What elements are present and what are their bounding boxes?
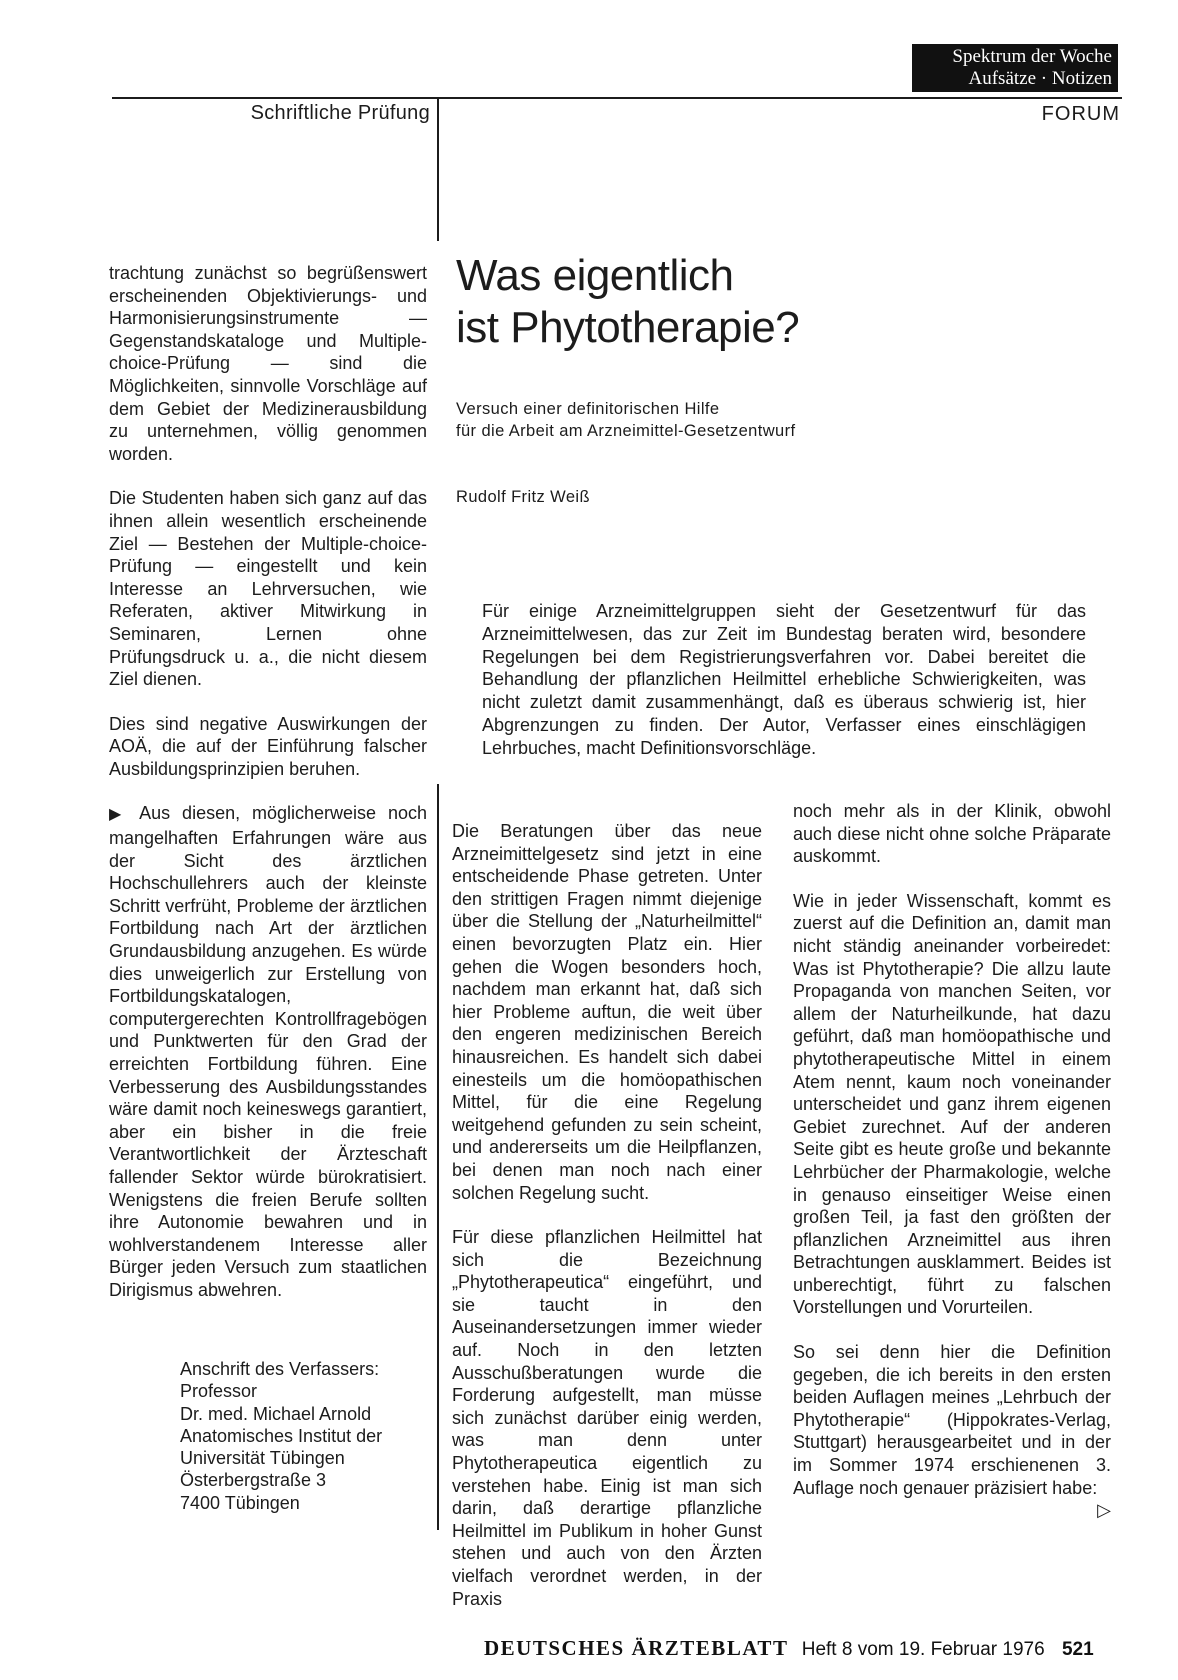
subtitle-line-2: für die Arbeit am Arzneimittel-Gesetzentwurf <box>456 422 796 440</box>
section-label-left: Schriftliche Prüfung <box>250 102 430 124</box>
header-rule <box>112 97 1122 99</box>
left-paragraph-4 <box>109 802 427 1301</box>
page-number: 521 <box>1061 1639 1094 1660</box>
left-paragraph-3: Dies sind negative Auswirkungen der AOÄ, die auf der Einführung falscher Ausbildungsprinzipien beruhen. <box>109 713 427 779</box>
address-line-3: Dr. med. Michael Arnold <box>180 1403 372 1424</box>
page-footer <box>484 1636 1124 1661</box>
section-badge <box>912 44 1118 92</box>
right-paragraph-3-text: So sei denn hier die Definition gegeben, die ich bereits in den ersten beiden Auflagen meines „Lehrbuch der Phytotherapie“ (Hippokrates-Verlag, Stuttgart) herausgearbeitet und in der im Sommer 1974 erschienenen 3. Auflage noch genauer präzisiert habe: <box>793 1342 1111 1498</box>
address-line-6: Österbergstraße 3 <box>180 1470 327 1491</box>
middle-paragraph-1: Die Beratungen über das neue Arzneimittelgesetz sind jetzt in eine entscheidende Phase getreten. Unter den strittigen Fragen nimmt diejenige über die Stellung der „Naturheilmittel“ einen bevorzugten Platz ein. Hier gehen die Wogen besonders hoch, nachdem man erkannt hat, daß sich hier Probleme auftun, die weit über den engeren medizinischen Bereich hinausreichen. Es handelt sich dabei einesteils um die homöopathischen Mittel, für die eine Regelung weitgehend gefunden zu sein scheint, und andererseits um die Heilpflanzen, bei denen man noch nach einer solchen Regelung sucht. <box>452 821 762 1203</box>
left-column <box>109 262 427 1302</box>
issue-info: Heft 8 vom 19. Februar 1976 <box>801 1639 1045 1660</box>
address-line-7: 7400 Tübingen <box>180 1492 300 1513</box>
column-divider-lower <box>437 784 439 1530</box>
subtitle-line-1: Versuch einer definitorischen Hilfe <box>456 400 720 418</box>
left-paragraph-1: trachtung zunächst so begrüßenswert erscheinenden Objektivierungs- und Harmonisierungsinstrumente — Gegenstandskataloge und Multiple-choice-Prüfung — sind die Möglichkeiten, sinnvolle Vorschläge auf dem Gebiet der Medizinerausbildung zu unternehmen, völlig genommen worden. <box>109 263 427 464</box>
author-address <box>180 1358 430 1514</box>
left-paragraph-4-text: Aus diesen, möglicherweise noch mangelhaften Erfahrungen wäre aus der Sicht des ärztlichen Hochschullehrers auch der kleinste Schritt verfrüht, Probleme der ärztlichen Fortbildung nach Art der ärztlichen Grundausbildung anzugehen. Es würde dies unweigerlich zur Erstellung von Fortbildungskatalogen, computergerechten Kontrollfragebögen und Punktwerten für den Grad der erreichten Fortbildung führen. Eine Verbesserung des Ausbildungsstandes wäre damit noch keineswegs garantiert, aber ein bisher in die freie Verantwortlichkeit der Ärzteschaft fallender Sektor würde bürokratisiert. Wenigstens die freien Berufe sollten ihre Autonomie bewahren und in wohlverstandenem Interesse aller Bürger jeden Versuch zum staatlichen Dirigismus abwehren. <box>109 803 427 1300</box>
right-column <box>793 800 1111 1522</box>
badge-line-1: Spektrum der Woche <box>952 46 1112 67</box>
address-line-2: Professor <box>180 1381 258 1402</box>
article-subtitle <box>456 398 956 442</box>
address-line-5: Universität Tübingen <box>180 1448 345 1469</box>
badge-line-2: Aufsätze · Notizen <box>968 68 1112 89</box>
address-line-1: Anschrift des Verfassers: <box>180 1359 380 1379</box>
title-line-1: Was eigentlich <box>456 251 734 300</box>
article-abstract: Für einige Arzneimittelgruppen sieht der Gesetzentwurf für das Arzneimittelwesen, das zur Zeit im Bundestag beraten wird, besondere Regelungen bei dem Registrierungsverfahren vor. Dabei bereitet die Behandlung der pflanzlichen Heilmittel erhebliche Schwierigkeiten, was nicht zuletzt damit zusammenhängt, daß es überaus schwierig ist, hier Abgrenzungen zu finden. Der Autor, Verfasser eines einschlägigen Lehrbuches, macht Definitionsvorschläge. <box>482 601 1086 758</box>
address-line-4: Anatomisches Institut der <box>180 1425 383 1446</box>
middle-column <box>452 820 762 1610</box>
article-author: Rudolf Fritz Weiß <box>456 488 590 506</box>
left-paragraph-2: Die Studenten haben sich ganz auf das ihnen allein wesentlich erscheinende Ziel — Bestehen der Multiple-choice-Prüfung — eingestellt und kein Interesse an Lehrversuchen, wie Referaten, aktiver Mitwirkung in Seminaren, Lernen ohne Prüfungsdruck u. a., die nicht diesem Ziel dienen. <box>109 488 427 690</box>
title-line-2: ist Phytotherapie? <box>456 303 800 352</box>
column-divider-upper <box>437 97 439 241</box>
journal-name: DEUTSCHES ÄRZTEBLATT <box>484 1636 789 1660</box>
article-title <box>456 250 1016 354</box>
section-label-right: FORUM <box>1041 103 1120 125</box>
right-paragraph-2: Wie in jeder Wissenschaft, kommt es zuerst auf die Definition an, damit man nicht ständig aneinander vorbeiredet: Was ist Phytotherapie? Die allzu laute Propaganda von manchen Seiten, vor allem der Naturheilkunde, hat dazu geführt, daß man homöopathische und phytotherapeutische Mittel in einem Atem nennt, kaum noch voneinander unterscheidet und ganz ihrem eigenen Gebiet zurechnet. Auf der anderen Seite gibt es heute große und bekannte Lehrbücher der Pharmakologie, welche in genauso einseitiger Weise einen großen Teil, ja fast den größten der pflanzlichen Arzneimittel aus ihren Betrachtungen ausklammert. Beides ist unberechtigt, führt zu falschen Vorstellungen und Vorurteilen. <box>793 890 1111 1318</box>
right-paragraph-1: noch mehr als in der Klinik, obwohl auch diese nicht ohne solche Präparate auskommt. <box>793 801 1111 867</box>
continue-arrow-icon: ▷ <box>1097 1500 1111 1521</box>
right-paragraph-3 <box>793 1341 1111 1521</box>
triangle-marker-icon: ▶ <box>109 806 129 824</box>
middle-paragraph-2: Für diese pflanzlichen Heilmittel hat sich die Bezeichnung „Phytotherapeutica“ eingeführt, und sie taucht in den Auseinandersetzungen immer wieder auf. Noch in den letzten Ausschußberatungen wurde die Forderung aufgestellt, man müsse sich zunächst darüber einig werden, was man denn unter Phytotherapeutica eigentlich zu verstehen habe. Einig ist man sich darin, daß derartige pflanzliche Heilmittel im Publikum in hoher Gunst stehen und auch von den Ärzten vielfach verordnet werden, in der Praxis <box>452 1227 762 1609</box>
